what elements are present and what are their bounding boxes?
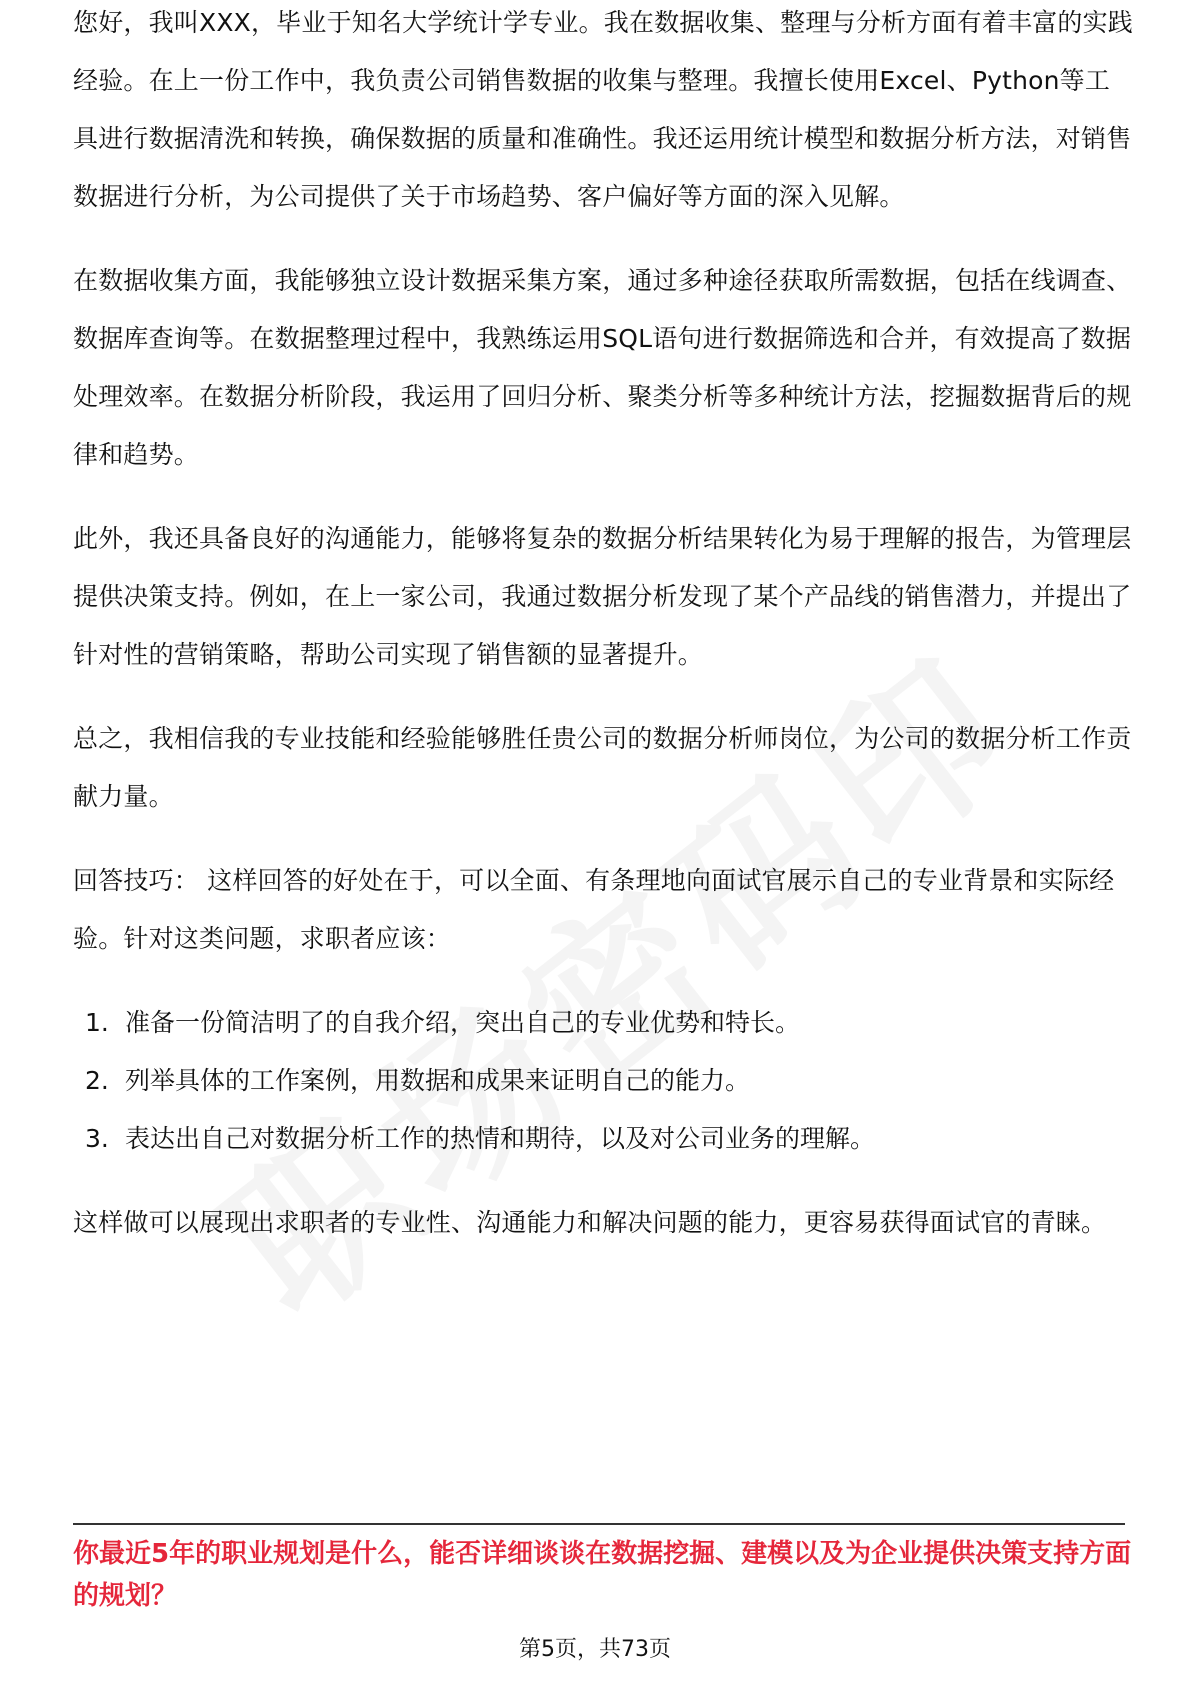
answer-paragraph-data-collection: 在数据收集方面，我能够独立设计数据采集方案，通过多种途径获取所需数据，包括在线调查、数据库查询等。在数据整理过程中，我熟练运用SQL语句进行数据筛选和合并，有效提高了数据处理效率。在数据分析阶段，我运用了回归分析、聚类分析等多种统计方法，挖掘数据背后的规律和趋势。 <box>73 266 1132 469</box>
list-item <box>73 1110 1133 1168</box>
list-item <box>73 994 1133 1052</box>
list-text: 表达出自己对数据分析工作的热情和期待，以及对公司业务的理解。 <box>125 1124 876 1153</box>
list-text: 准备一份简洁明了的自我介绍，突出自己的专业优势和特长。 <box>125 1008 801 1037</box>
list-number: 3. <box>85 1124 109 1153</box>
answer-paragraph-summary: 总之，我相信我的专业技能和经验能够胜任贵公司的数据分析师岗位，为公司的数据分析工作贡献力量。 <box>73 724 1132 811</box>
closing-paragraph: 这样做可以展现出求职者的专业性、沟通能力和解决问题的能力，更容易获得面试官的青睐。 <box>73 1208 1107 1237</box>
answer-paragraph-communication: 此外，我还具备良好的沟通能力，能够将复杂的数据分析结果转化为易于理解的报告，为管理层提供决策支持。例如，在上一家公司，我通过数据分析发现了某个产品线的销售潜力，并提出了针对性的营销策略，帮助公司实现了销售额的显著提升。 <box>73 524 1132 669</box>
page-number-footer: 第5页，共73页 <box>519 1637 671 1662</box>
next-question-heading: 你最近5年的职业规划是什么，能否详细谈谈在数据挖掘、建模以及为企业提供决策支持方面的规划？ <box>73 1539 1132 1611</box>
list-number: 2. <box>85 1066 109 1095</box>
answer-tips: 回答技巧： 这样回答的好处在于，可以全面、有条理地向面试官展示自己的专业背景和实际经验。针对这类问题，求职者应该： <box>73 866 1115 953</box>
list-item <box>73 1052 1133 1110</box>
section-divider <box>73 1523 1125 1525</box>
answer-content <box>73 0 1133 1278</box>
list-text: 列举具体的工作案例，用数据和成果来证明自己的能力。 <box>125 1066 751 1095</box>
list-number: 1. <box>85 1008 109 1037</box>
answer-paragraph-intro: 您好，我叫XXX，毕业于知名大学统计学专业。我在数据收集、整理与分析方面有着丰富的实践经验。在上一份工作中，我负责公司销售数据的收集与整理。我擅长使用Excel、Python等工具进行数据清洗和转换，确保数据的质量和准确性。我还运用统计模型和数据分析方法，对销售数据进行分析，为公司提供了关于市场趋势、客户偏好等方面的深入见解。 <box>73 8 1133 211</box>
tips-list <box>73 994 1133 1168</box>
